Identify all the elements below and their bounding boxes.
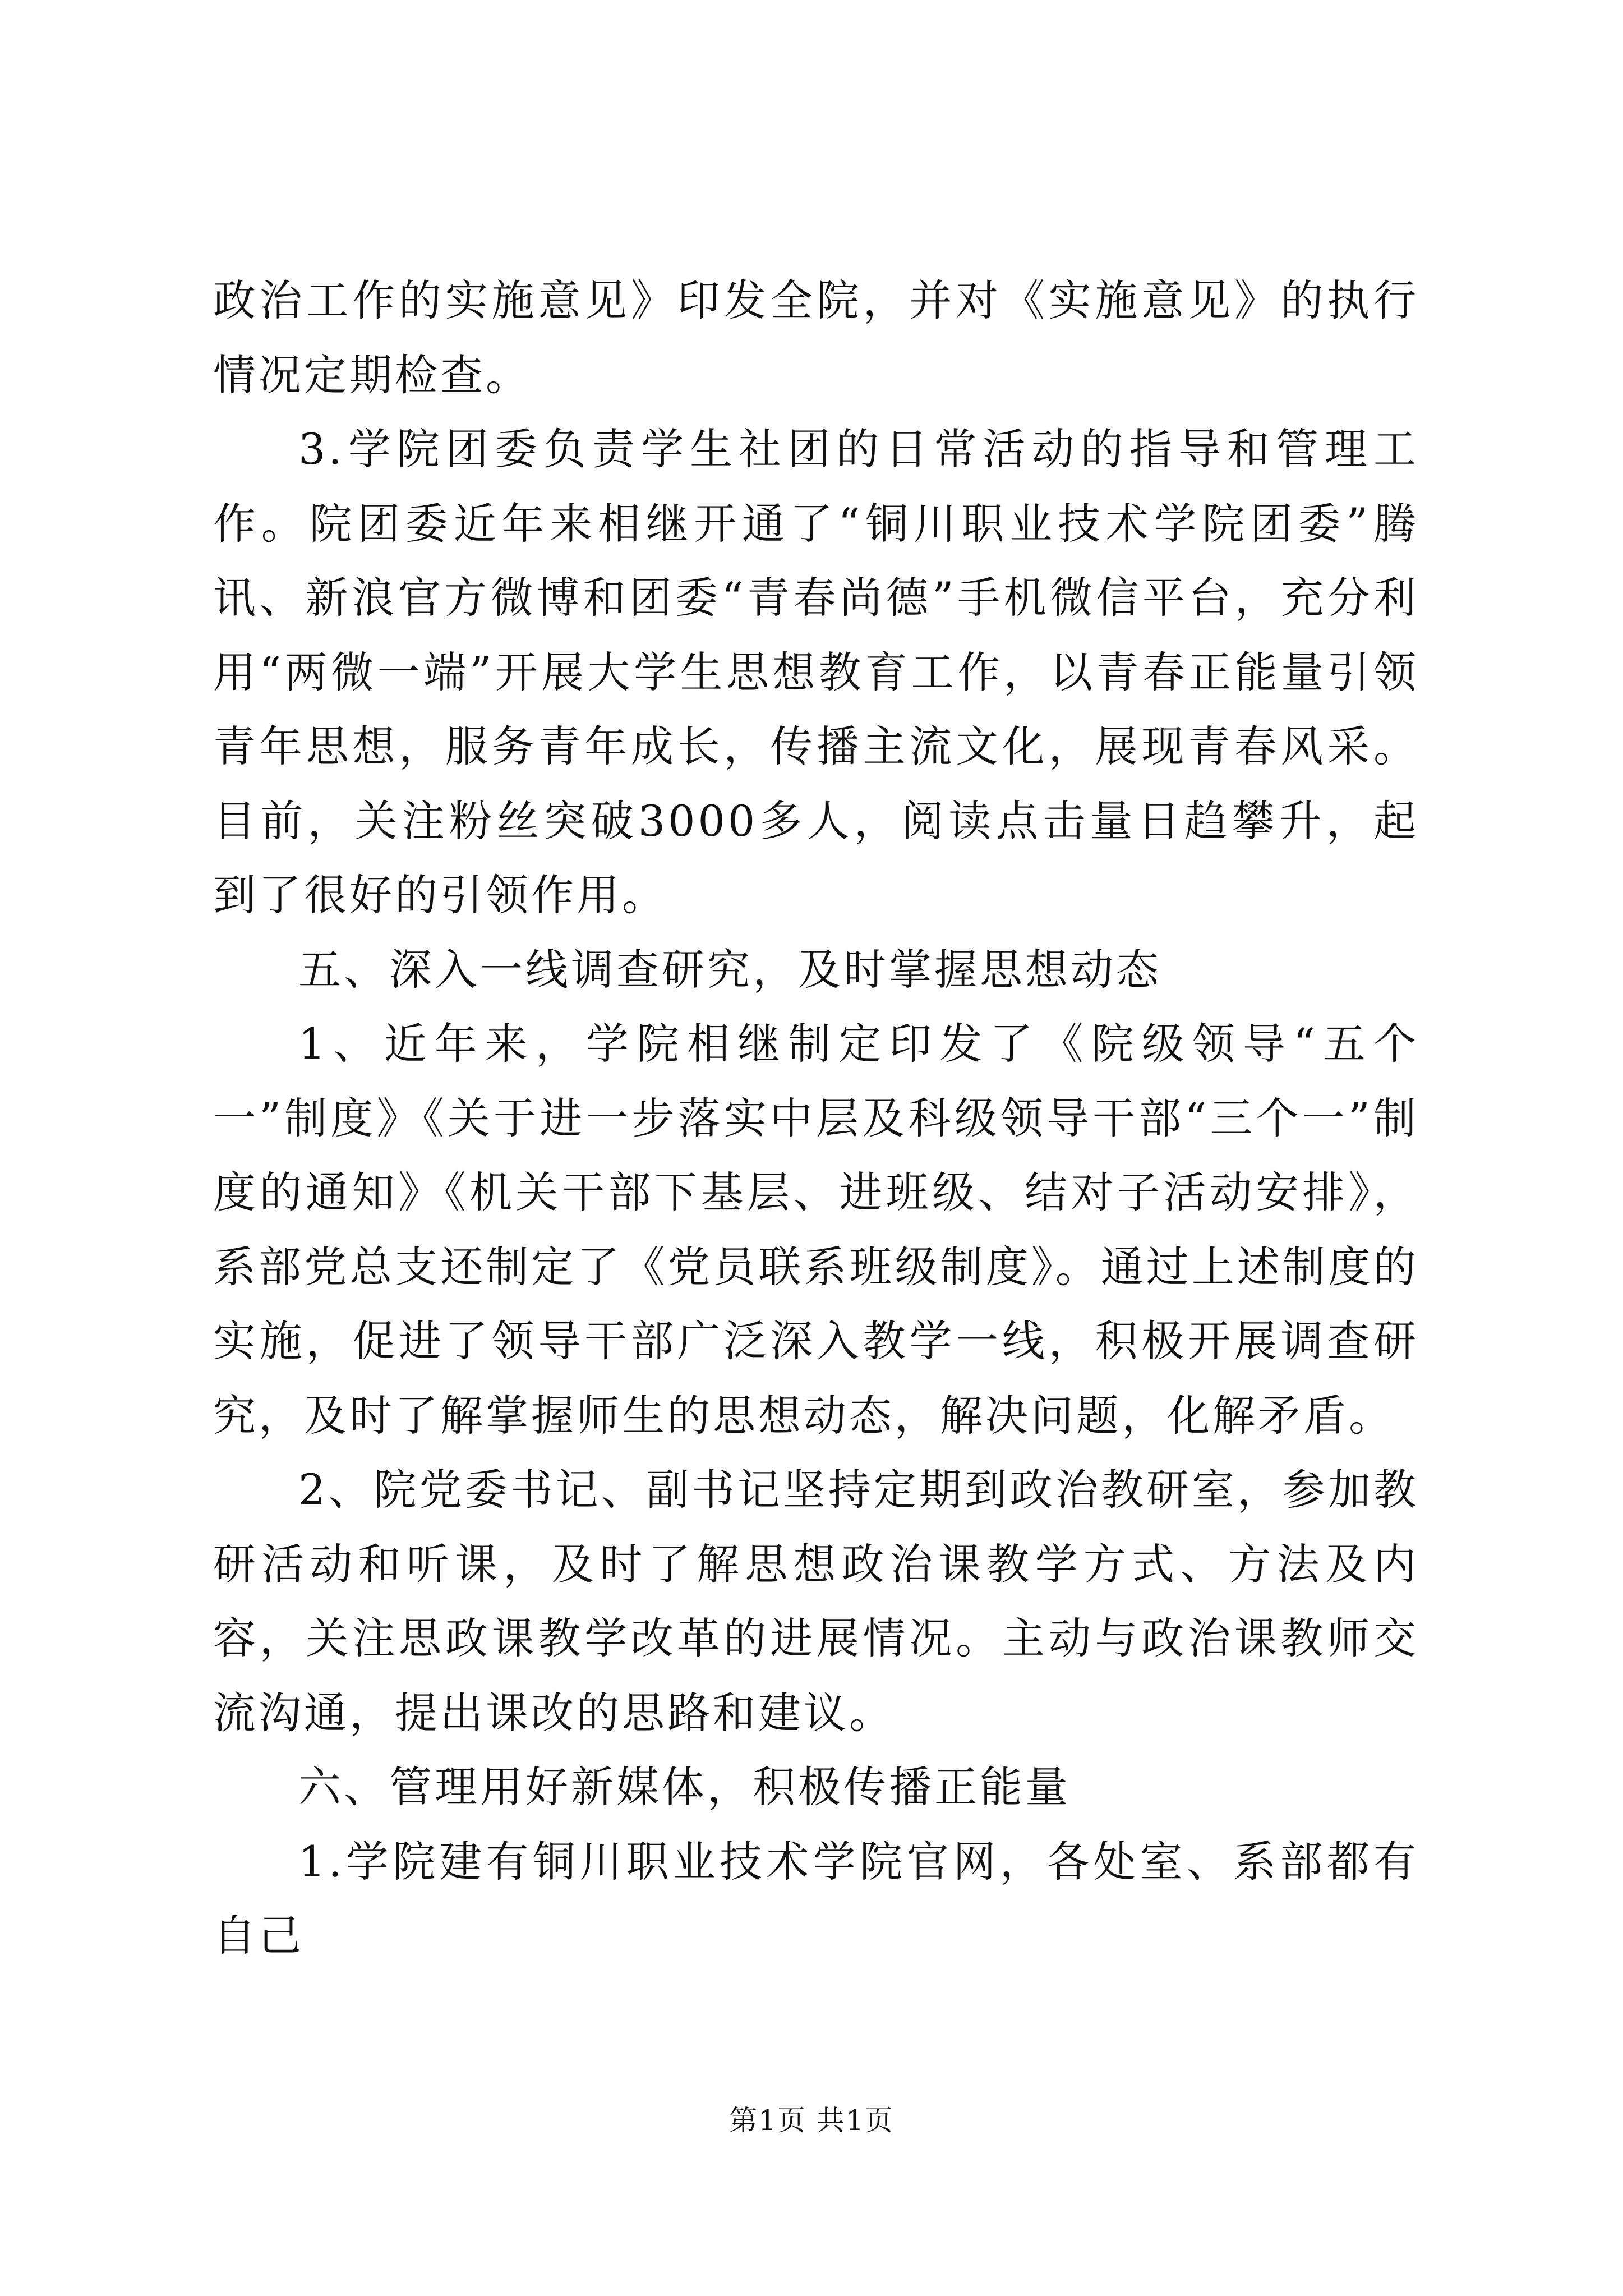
paragraph-youth-league: 3.学院团委负责学生社团的日常活动的指导和管理工作。院团委近年来相继开通了“铜川职业技术学院团委”腾讯、新浪官方微博和团委“青春尚德”手机微信平台，充分利用“两微一端”开展大学生思想教育工作，以青春正能量引领青年思想，服务青年成长，传播主流文化，展现青春风采。目前，关注粉丝突破3000多人，阅读点击量日趋攀升，起到了很好的引领作用。	[213, 424, 1419, 920]
paragraph-leadership-system: 1、近年来，学院相继制定印发了《院级领导“五个一”制度》《关于进一步落实中层及科级领导干部“三个一”制度的通知》《机关干部下基层、进班级、结对子活动安排》，系部党总支还制定了《党员联系班级制度》。通过上述制度的实施，促进了领导干部广泛深入教学一线，积极开展调查研究，及时了解掌握师生的思想动态，解决问题，化解矛盾。	[213, 1019, 1419, 1441]
paragraph-official-website: 1.学院建有铜川职业技术学院官网，各处室、系部都有自己	[213, 1836, 1419, 1961]
section-heading-six: 六、管理用好新媒体，积极传播正能量	[298, 1762, 1071, 1812]
document-body	[213, 264, 1419, 1973]
paragraph-continuation: 政治工作的实施意见》印发全院，并对《实施意见》的执行情况定期检查。	[213, 275, 1419, 400]
paragraph-party-secretary: 2、院党委书记、副书记坚持定期到政治教研室，参加教研活动和听课，及时了解思想政治课教学方式、方法及内容，关注思政课教学改革的进展情况。主动与政治课教师交流沟通，提出课改的思路和建议。	[213, 1465, 1419, 1738]
section-heading-five: 五、深入一线调查研究，及时掌握思想动态	[298, 944, 1161, 995]
page-footer: 第1页 共1页	[729, 2104, 894, 2137]
